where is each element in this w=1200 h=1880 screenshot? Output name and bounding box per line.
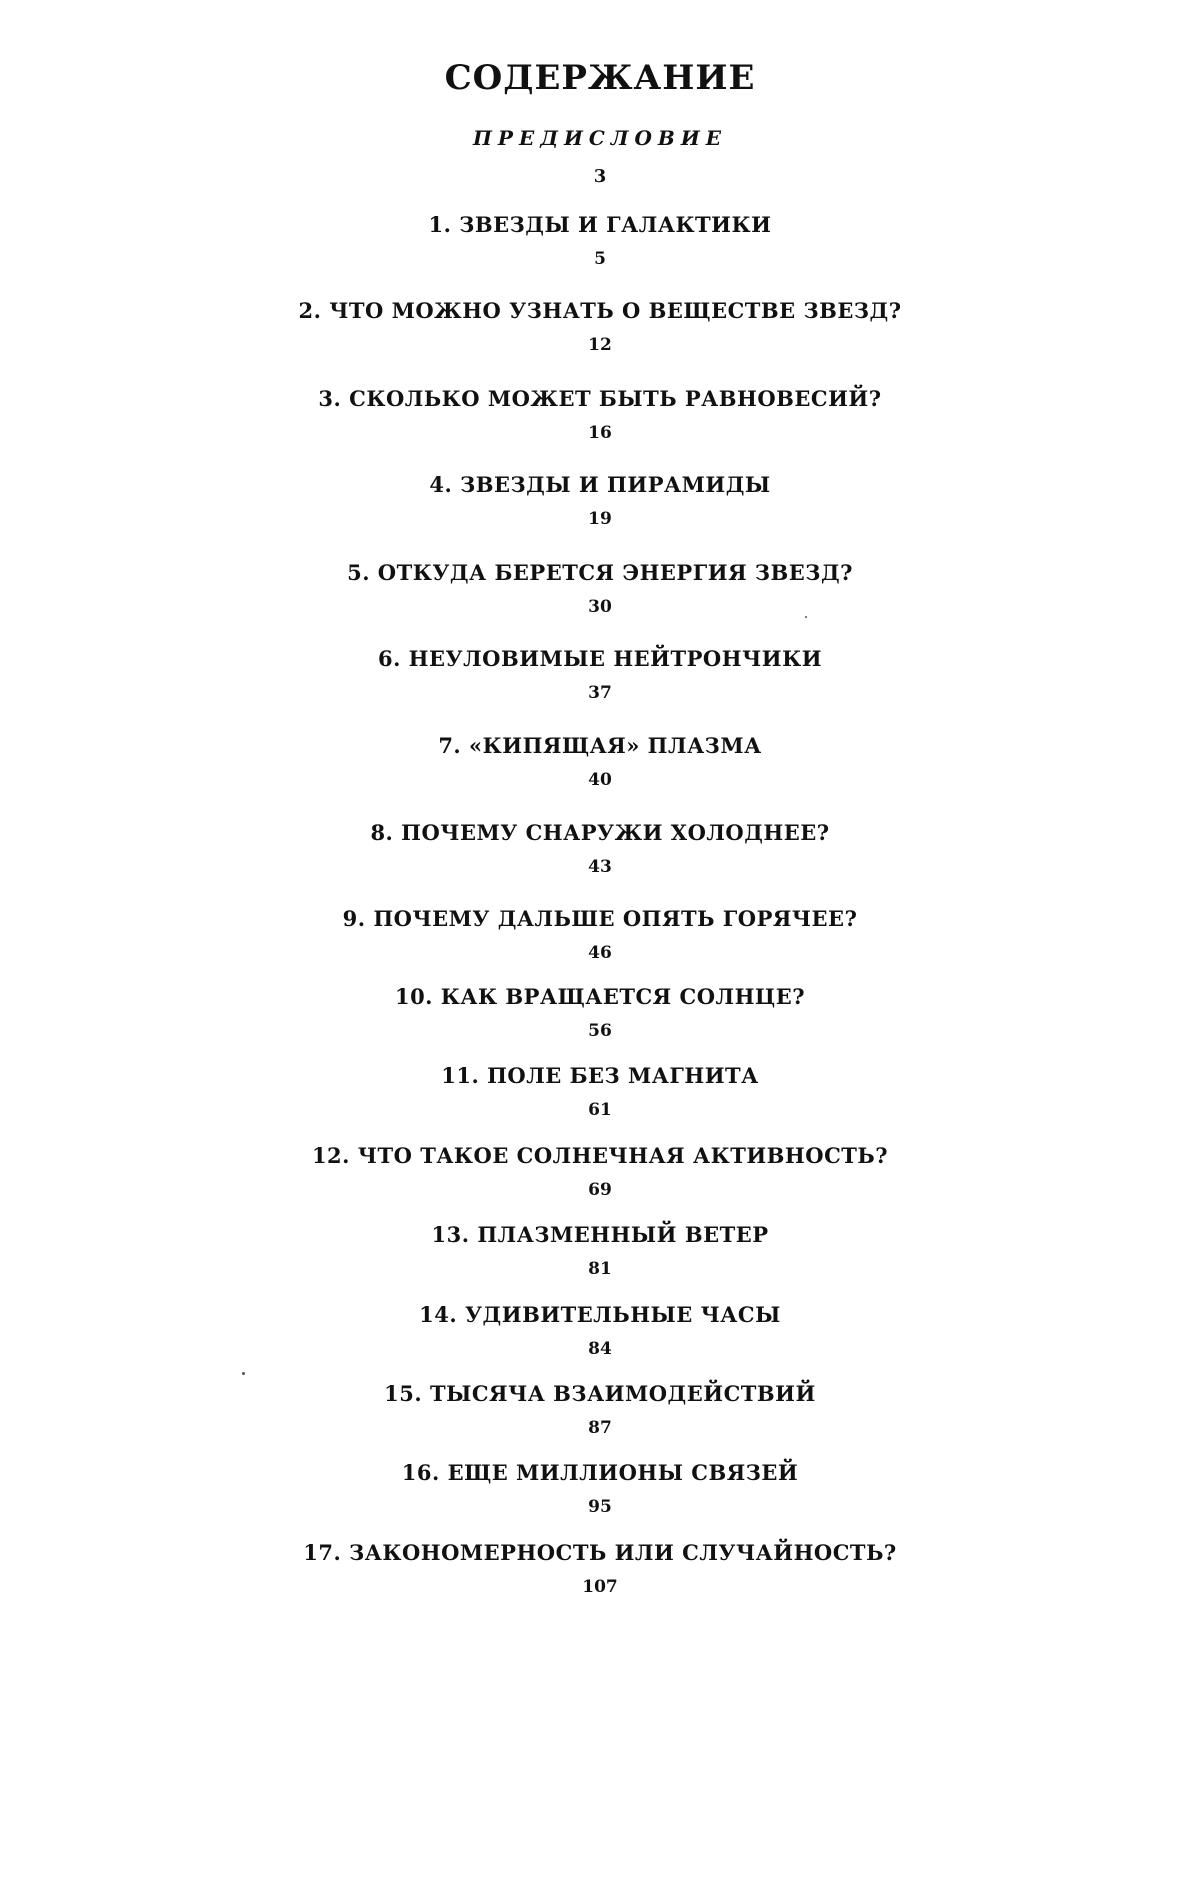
chapter-page-number: 30 <box>588 597 612 617</box>
chapter-page-number: 16 <box>588 423 612 443</box>
preface-heading: ПРЕДИСЛОВИЕ <box>473 126 727 150</box>
toc-entry <box>0 212 1200 270</box>
chapter-title: 13. ПЛАЗМЕННЫЙ ВЕТЕР <box>431 1222 769 1247</box>
speck-mark <box>242 1372 245 1375</box>
toc-entry <box>0 560 1200 618</box>
chapter-page-number: 81 <box>588 1259 612 1279</box>
toc-entry <box>0 984 1200 1042</box>
chapter-page-number: 107 <box>582 1577 618 1597</box>
toc-entry <box>0 298 1200 356</box>
toc-entry <box>0 1381 1200 1439</box>
chapter-page-number: 46 <box>588 943 612 963</box>
toc-entry <box>0 820 1200 878</box>
chapter-title: 10. КАК ВРАЩАЕТСЯ СОЛНЦЕ? <box>394 984 806 1009</box>
toc-entry <box>0 1222 1200 1280</box>
chapter-title: 3. СКОЛЬКО МОЖЕТ БЫТЬ РАВНОВЕСИЙ? <box>318 386 882 411</box>
toc-entry <box>0 1460 1200 1518</box>
chapter-page-number: 95 <box>588 1497 612 1517</box>
preface-page-number: 3 <box>593 166 607 187</box>
chapter-page-number: 40 <box>588 770 612 790</box>
chapter-title: 1. ЗВЕЗДЫ И ГАЛАКТИКИ <box>428 212 772 237</box>
chapter-page-number: 61 <box>588 1100 612 1120</box>
chapter-page-number: 69 <box>588 1180 612 1200</box>
toc-entry <box>0 646 1200 704</box>
chapter-title: 5. ОТКУДА БЕРЕТСЯ ЭНЕРГИЯ ЗВЕЗД? <box>347 560 853 585</box>
toc-entry <box>0 906 1200 964</box>
toc-entry <box>0 733 1200 791</box>
chapter-page-number: 43 <box>588 857 612 877</box>
toc-entry <box>0 386 1200 444</box>
chapter-title: 4. ЗВЕЗДЫ И ПИРАМИДЫ <box>429 472 771 497</box>
chapter-title: 6. НЕУЛОВИМЫЕ НЕЙТРОНЧИКИ <box>377 646 823 671</box>
toc-entry <box>0 1540 1200 1598</box>
chapter-page-number: 56 <box>588 1021 612 1041</box>
speck-mark <box>805 616 807 618</box>
chapter-page-number: 84 <box>588 1339 612 1359</box>
chapter-page-number: 19 <box>588 509 612 529</box>
toc-entry <box>0 472 1200 530</box>
toc-title: СОДЕРЖАНИЕ <box>444 58 756 98</box>
toc-entry <box>0 1302 1200 1360</box>
chapter-title: 9. ПОЧЕМУ ДАЛЬШЕ ОПЯТЬ ГОРЯЧЕЕ? <box>342 906 858 931</box>
chapter-title: 8. ПОЧЕМУ СНАРУЖИ ХОЛОДНЕЕ? <box>370 820 830 845</box>
chapter-title: 14. УДИВИТЕЛЬНЫЕ ЧАСЫ <box>419 1302 781 1327</box>
toc-entry <box>0 1143 1200 1201</box>
chapter-title: 15. ТЫСЯЧА ВЗАИМОДЕЙСТВИЙ <box>384 1381 816 1406</box>
chapter-title: 7. «КИПЯЩАЯ» ПЛАЗМА <box>438 733 762 758</box>
toc-entry <box>0 1063 1200 1121</box>
chapter-page-number: 5 <box>594 249 606 269</box>
chapter-title: 11. ПОЛЕ БЕЗ МАГНИТА <box>441 1063 759 1088</box>
chapter-title: 12. ЧТО ТАКОЕ СОЛНЕЧНАЯ АКТИВНОСТЬ? <box>311 1143 889 1168</box>
chapter-title: 16. ЕЩЕ МИЛЛИОНЫ СВЯЗЕЙ <box>401 1460 799 1485</box>
chapter-page-number: 12 <box>588 335 612 355</box>
chapter-page-number: 37 <box>588 683 612 703</box>
chapter-title: 17. ЗАКОНОМЕРНОСТЬ ИЛИ СЛУЧАЙНОСТЬ? <box>303 1540 897 1565</box>
chapter-page-number: 87 <box>588 1418 612 1438</box>
chapter-title: 2. ЧТО МОЖНО УЗНАТЬ О ВЕЩЕСТВЕ ЗВЕЗД? <box>298 298 902 323</box>
